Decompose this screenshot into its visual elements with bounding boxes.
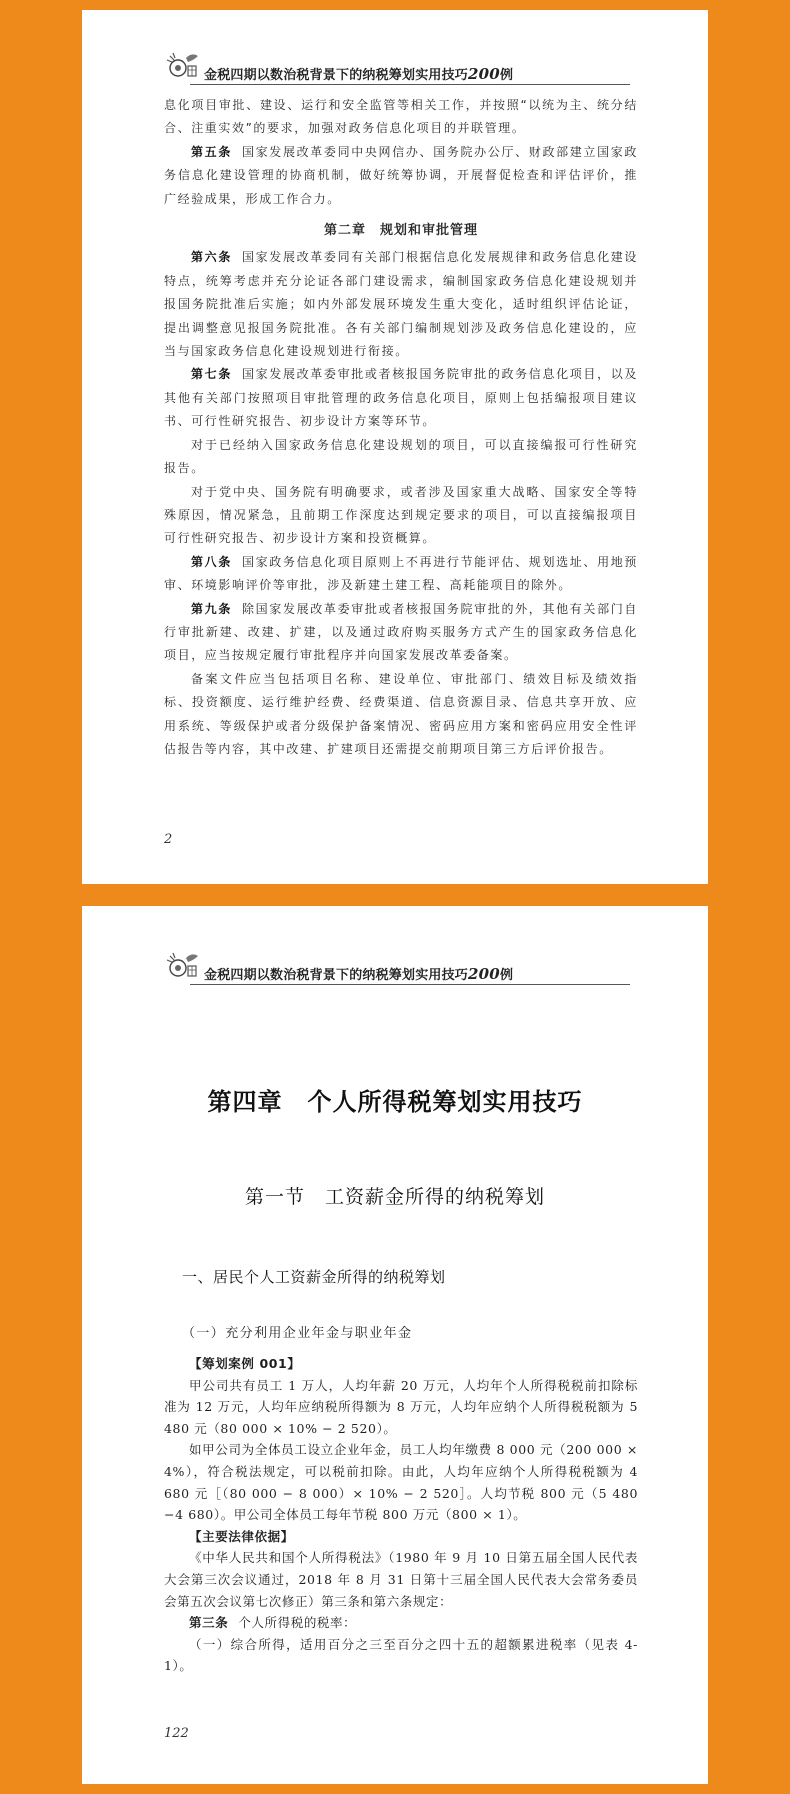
- article-7: [164, 363, 638, 433]
- book-page-2: [82, 906, 708, 1784]
- article-9: [164, 598, 638, 668]
- book-logo-icon: [164, 48, 204, 84]
- header-title: 金税四期以数治税背景下的纳税筹划实用技巧200例: [204, 65, 514, 83]
- header-title: 金税四期以数治税背景下的纳税筹划实用技巧200例: [204, 965, 514, 983]
- subsubsection-title: （一）充分利用企业年金与职业年金: [182, 1326, 413, 1341]
- tag-label: 【主要法律依据】: [189, 1528, 294, 1544]
- running-header: [164, 948, 634, 990]
- section-title: 第一节 工资薪金所得的纳税筹划: [244, 1186, 545, 1208]
- page-number: 122: [164, 1726, 189, 1741]
- article-text: 国家发展改革委同中央网信办、国务院办公厅、财政部建立国家政务信息化建设管理的协商机制，做好统筹协调，开展督促检查和评估评价，推广经验成果，形成工作合力。: [164, 144, 638, 206]
- article-text: 个人所得税的税率：: [238, 1615, 357, 1631]
- page-number: 2: [164, 832, 173, 847]
- article-label: 第九条: [191, 601, 232, 616]
- page-1-body: [164, 94, 638, 761]
- running-header: [164, 48, 634, 90]
- paragraph: 《中华人民共和国个人所得税法》（1980 年 9 月 10 日第五届全国人民代表大会第三次会议通过，2018 年 8 月 31 日第十三届全国人民代表大会常务委员会第五次会议第七次修正）第三条和第六条规定：: [164, 1550, 638, 1609]
- article-label: 第八条: [191, 554, 232, 569]
- article-text: 除国家发展改革委审批或者核报国务院审批的外，其他有关部门自行审批新建、改建、扩建，以及通过政府购买服务方式产生的国家政务信息化项目，应当按规定履行审批程序并向国家发展改革委备案。: [164, 601, 638, 663]
- law-tag: [164, 1526, 638, 1548]
- paragraph: （一）综合所得，适用百分之三至百分之四十五的超额累进税率（见表 4-1）。: [164, 1636, 638, 1674]
- paragraph: 备案文件应当包括项目名称、建设单位、审批部门、绩效目标及绩效指标、投资额度、运行维护经费、经费渠道、信息资源目录、信息共享开放、应用系统、等级保护或者分级保护备案情况、密码应用方案和密码应用安全性评估报告等内容，其中改建、扩建项目还需提交前期项目第三方后评价报告。: [164, 671, 638, 756]
- paragraph: 甲公司共有员工 1 万人，人均年薪 20 万元，人均年个人所得税税前扣除标准为 12 万元，人均年应纳税所得额为 8 万元，人均年应纳个人所得税税额为 5 480 元（80 000 × 10% − 2 520）。: [164, 1377, 638, 1436]
- paragraph: 对于已经纳入国家政务信息化建设规划的项目，可以直接编报可行性研究报告。: [164, 437, 638, 476]
- tag-label: 【筹划案例 001】: [189, 1356, 301, 1371]
- article-label: 第三条: [189, 1615, 229, 1631]
- article-text: 国家发展改革委审批或者核报国务院审批的政务信息化项目，以及其他有关部门按照项目审批管理的政务信息化项目，原则上包括编报项目建议书、可行性研究报告、初步设计方案等环节。: [164, 367, 638, 429]
- paragraph: 对于党中央、国务院有明确要求，或者涉及国家重大战略、国家安全等特殊原因，情况紧急，且前期工作深度达到规定要求的项目，可以直接编报项目可行性研究报告、初步设计方案和投资概算。: [164, 484, 638, 546]
- header-rule: [190, 984, 630, 985]
- article-label: 第五条: [191, 144, 232, 159]
- chapter-heading: 第二章 规划和审批管理: [323, 223, 478, 239]
- chapter-title: 第四章 个人所得税筹划实用技巧: [207, 1087, 583, 1116]
- header-rule: [190, 84, 630, 85]
- book-logo-icon: [164, 948, 204, 984]
- subsection-title: 一、居民个人工资薪金所得的纳税筹划: [182, 1268, 446, 1286]
- page-2-body: [164, 1353, 638, 1677]
- article-3: [164, 1612, 638, 1634]
- article-text: 国家发展改革委同有关部门根据信息化发展规律和政务信息化建设特点，统筹考虑并充分论证各部门建设需求，编制国家政务信息化建设规划并报国务院批准后实施；如内外部发展环境发生重大变化，适时组织评估论证，提出调整意见报国务院批准。各有关部门编制规划涉及政务信息化建设的，应当与国家政务信息化建设规划进行衔接。: [164, 250, 638, 359]
- case-tag: [164, 1353, 638, 1375]
- article-8: [164, 551, 638, 598]
- article-label: 第七条: [191, 367, 232, 382]
- article-6: [164, 246, 638, 363]
- article-text: 国家政务信息化项目原则上不再进行节能评估、规划选址、用地预审、环境影响评价等审批，涉及新建土建工程、高耗能项目的除外。: [164, 554, 638, 593]
- book-page-1: [82, 10, 708, 884]
- article-label: 第六条: [191, 250, 232, 265]
- paragraph: 如甲公司为全体员工设立企业年金，员工人均年缴费 8 000 元（200 000 × 4%），符合税法规定，可以税前扣除。由此，人均年应纳个人所得税税额为 4 680 元［（80 000 − 8 000）× 10% − 2 520］。人均节税 800 元（5 480 −4 680）。甲公司全体员工每年节税 800 万元（800 × 1）。: [164, 1442, 638, 1523]
- paragraph: 息化项目审批、建设、运行和安全监管等相关工作，并按照“以统为主、统分结合、注重实效”的要求，加强对政务信息化项目的并联管理。: [164, 98, 638, 136]
- article-5: [164, 141, 638, 211]
